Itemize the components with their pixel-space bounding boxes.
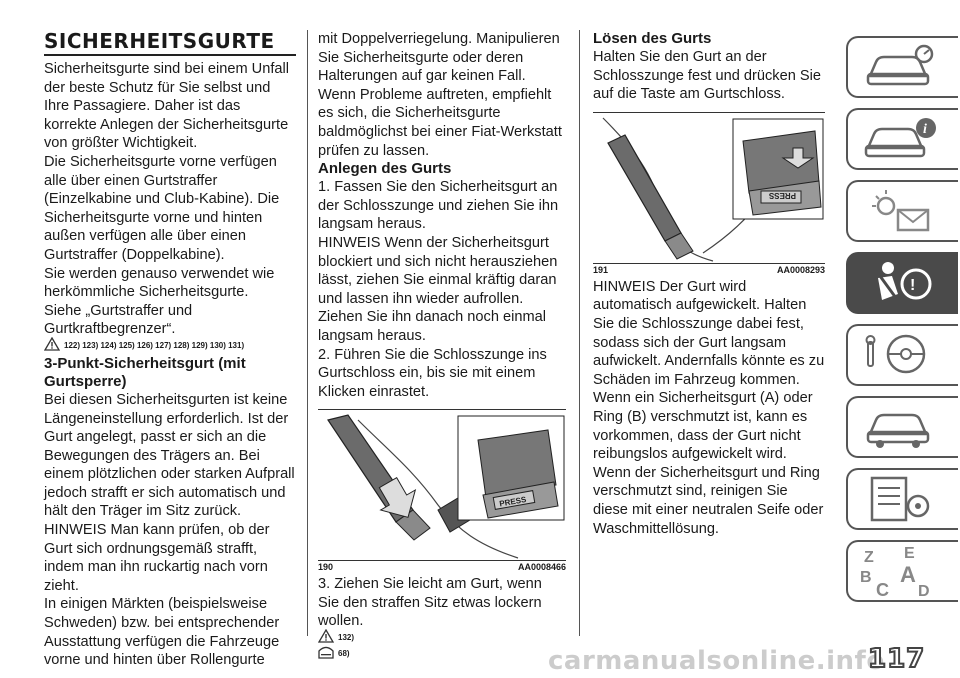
see-also-paragraph: Siehe „Gurtstraffer und Gurtkraftbegrenzer“. (44, 302, 193, 338)
dashboard-car-icon (862, 42, 942, 92)
fastening-heading: Anlegen des Gurts (318, 160, 452, 178)
note-shield-icon (318, 645, 334, 659)
pretensioner-paragraph: Die Sicherheitsgurte vorne verfügen alle über einen Gurtstraffer (Einzelkabine und Club-Kabine). Die Sicherheitsgurte vorne und hinten außen verfügen alle über einen Gurtstraffer (Doppelkabine). (44, 153, 280, 263)
markets-paragraph: In einigen Märkten (beispielsweise Schweden) bzw. bei entsprechender Ausstattung verfügen die Fahrzeuge vorne und hinten über Rollengurte (44, 596, 280, 669)
press-button-label: PRESS (768, 190, 796, 200)
tab-specifications[interactable] (846, 468, 958, 530)
tab-warning-lights[interactable] (846, 180, 958, 242)
svg-text:!: ! (910, 277, 916, 294)
buckle-insert-illustration (318, 410, 566, 560)
figure-number: 191 (593, 264, 609, 275)
watermark: carmanualsonline.info (548, 646, 885, 676)
tab-emergency[interactable] (846, 396, 958, 458)
step1-note-paragraph: HINWEIS Wenn der Sicherheitsgurt blockiert und sich nicht herausziehen lässt, ziehen Sie einmal kräftig daran und lassen ihn wieder aufrollen. Ziehen Sie ihn danach noch einmal langsam heraus. (318, 234, 558, 344)
note-paragraph: HINWEIS Man kann prüfen, ob der Gurt sich ordnungsgemäß strafft, indem man ihn ruckartig nach vorn zieht. (44, 522, 270, 594)
figure-190-caption (318, 561, 566, 573)
unfastening-heading: Lösen des Gurts (593, 30, 712, 47)
middle-column (318, 30, 566, 663)
tab-index[interactable] (846, 540, 958, 602)
index-letter: A (900, 562, 916, 587)
right-column (593, 30, 825, 538)
rewind-note-paragraph: HINWEIS Der Gurt wird automatisch aufgewickelt. Halten Sie die Schlosszunge dabei fest, sodass sich der Gurt langsam aufwickelt. Andernfalls könnte es zu Schäden im Fahrzeug kommen. (593, 278, 825, 388)
note-ref-text: 68) (338, 649, 350, 659)
tab-safety[interactable] (846, 252, 958, 314)
three-point-belt-heading: 3-Punkt-Sicherheitsgurt (mit Gurtsperre) (44, 354, 246, 390)
figure-number: 190 (318, 562, 334, 573)
warning-triangle-icon (44, 337, 60, 351)
tab-car-info[interactable] (846, 108, 958, 170)
three-point-paragraph: Bei diesen Sicherheitsgurten ist keine Längeneinstellung erforderlich. Ist der Gurt angelegt, passt er sich an die Bewegungen des Trägers an. Bei einem plötzlichen oder starken Aufprall jedoch strafft er sich automatisch und hält den Träger im Sitz zurück. (44, 391, 295, 520)
continued-paragraph: mit Doppelverriegelung. Manipulieren Sie Sicherheitsgurte oder deren Halterungen auf gar keinen Fall. Wenn Probleme auftreten, empfiehlt es sich, die Sicherheitsgurte baldmöglichst bei einer Fiat-Werkstatt prüfen zu lassen. (318, 31, 562, 159)
release-paragraph: Halten Sie den Gurt an der Schlosszunge fest und drücken Sie auf die Taste am Gurtschloss. (593, 49, 821, 103)
tab-dashboard[interactable] (846, 36, 958, 98)
warning-references (44, 339, 296, 355)
step3-paragraph: 3. Ziehen Sie leicht am Gurt, wenn Sie den straffen Sitz etwas lockern wollen. (318, 576, 542, 630)
section-title: SICHERHEITSGURTE (44, 30, 296, 56)
index-letter: B (860, 569, 872, 586)
index-letter: Z (864, 549, 874, 566)
figure-191-caption (593, 264, 825, 276)
press-button-label: PRESS (498, 495, 527, 509)
seatbelt-airbag-icon (862, 258, 942, 308)
car-info-icon (862, 114, 942, 164)
usage-paragraph: Sie werden genauso verwendet wie herkömmliche Sicherheitsgurte. (44, 265, 275, 301)
warning-ref-list: 122) 123) 124) 125) 126) 127) 128) 129) 130) 131) (64, 340, 245, 350)
svg-text:i: i (923, 122, 927, 137)
index-letter: E (904, 545, 915, 562)
figure-code: AA0008466 (517, 562, 566, 573)
figure-191 (593, 112, 825, 264)
figure-190 (318, 409, 566, 561)
step1-paragraph: 1. Fassen Sie den Sicherheitsgurt an der Schlosszunge und ziehen Sie ihn langsam heraus. (318, 179, 559, 233)
index-icon (860, 544, 940, 598)
intro-paragraph: Sicherheitsgurte sind bei einem Unfall der beste Schutz für Sie selbst und Ihre Passagiere. Daher ist das korrekte Anlegen der Sicherheitsgurte von größter Wichtigkeit. (44, 61, 289, 152)
column-divider (579, 30, 580, 636)
figure-code: AA0008293 (776, 264, 825, 275)
left-column (44, 30, 296, 670)
index-letter: C (876, 580, 889, 598)
car-breakdown-icon (862, 402, 942, 452)
warning-lights-icon (862, 186, 942, 236)
buckle-release-illustration (593, 113, 825, 263)
tab-starting-driving[interactable] (846, 324, 958, 386)
page-number: 117 (868, 644, 926, 674)
warning-triangle-icon (318, 629, 334, 643)
index-letter: D (918, 583, 930, 598)
step2-paragraph: 2. Führen Sie die Schlosszunge ins Gurtschloss ein, bis sie mit einem Klicken einrastet. (318, 346, 547, 400)
column-divider (307, 30, 308, 636)
specifications-icon (862, 474, 942, 524)
warning-reference-132 (318, 631, 566, 647)
steering-wheel-key-icon (862, 330, 942, 380)
warning-ref-text: 132) (338, 633, 355, 643)
dirty-belt-paragraph: Wenn ein Sicherheitsgurt (A) oder Ring (B) verschmutzt ist, kann es vorkommen, dass der Gurt nicht reibungslos aufgewickelt wird. (593, 390, 813, 463)
cleaning-paragraph: Wenn der Sicherheitsgurt und Ring verschmutzt sind, reinigen Sie diese mit einer neutralen Seife oder Waschmittellösung. (593, 464, 824, 537)
note-reference-68 (318, 647, 566, 663)
